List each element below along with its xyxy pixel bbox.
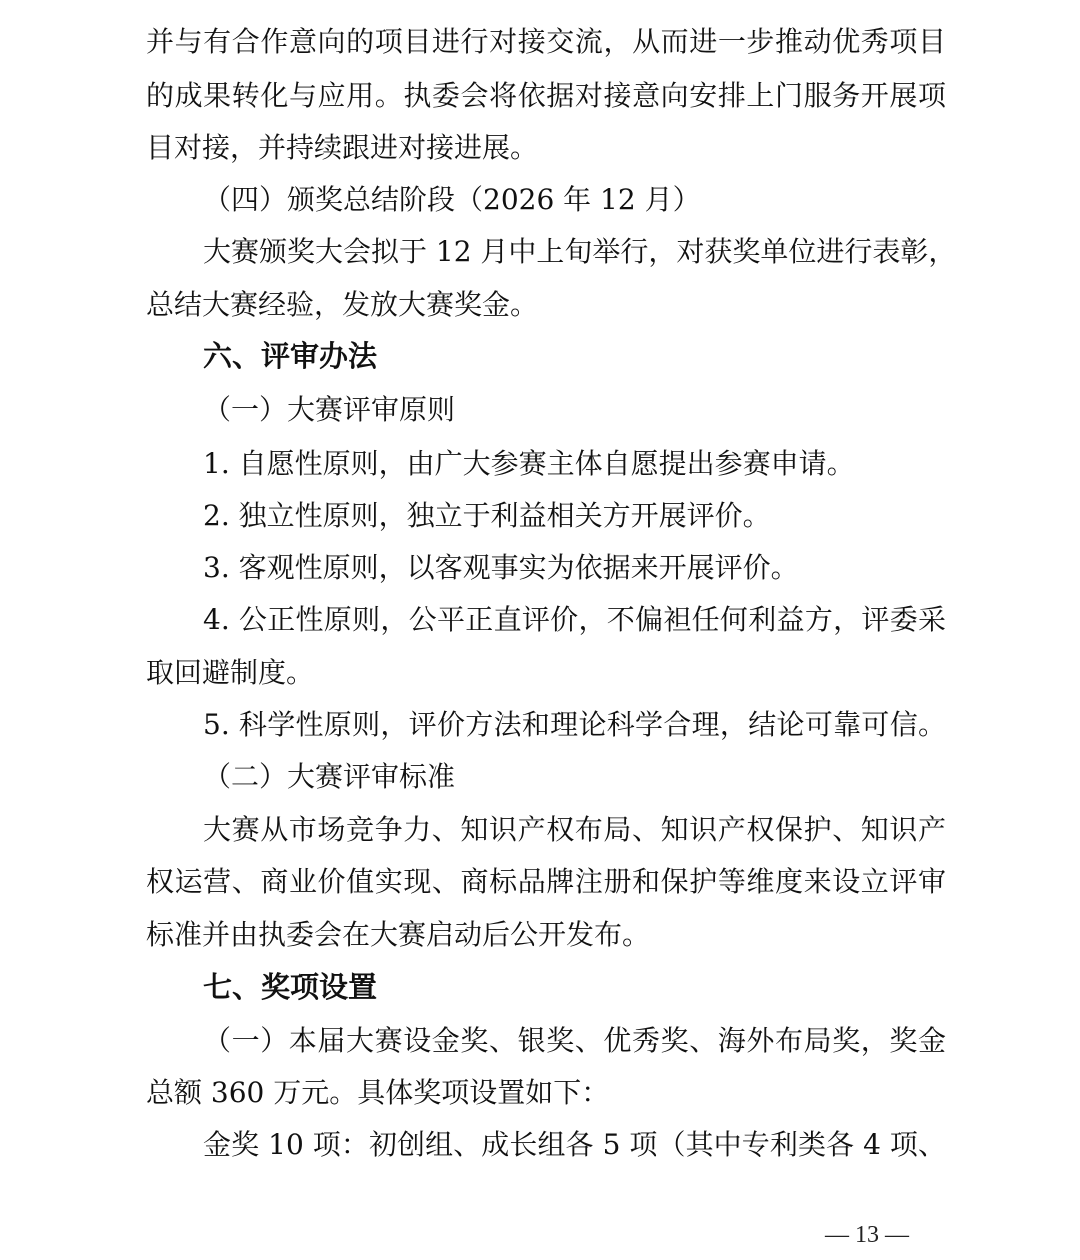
list-item: 3. 客观性原则，以客观事实为依据来开展评价。 <box>203 551 799 584</box>
section-heading: 七、奖项设置 <box>203 970 378 1004</box>
body-text-line: 标准并由执委会在大赛启动后公开发布。 <box>146 918 651 951</box>
list-item-continuation: 取回避制度。 <box>146 656 315 689</box>
subsection-heading: （二）大赛评审标准 <box>203 760 456 793</box>
subsection-heading: （四）颁奖总结阶段（2026 年 12 月） <box>203 183 701 216</box>
page-number: — 13 — <box>825 1222 909 1248</box>
body-text-line: 总结大赛经验，发放大赛奖金。 <box>146 288 539 321</box>
list-item: 2. 独立性原则，独立于利益相关方开展评价。 <box>203 499 771 532</box>
subsection-heading: （一）大赛评审原则 <box>203 393 456 426</box>
body-text-line: 的成果转化与应用。执委会将依据对接意向安排上门服务开展项 <box>146 79 946 112</box>
list-item: 5. 科学性原则，评价方法和理论科学合理，结论可靠可信。 <box>203 708 946 741</box>
body-text-line: 并与有合作意向的项目进行对接交流，从而进一步推动优秀项目 <box>146 25 946 58</box>
body-text-line: 金奖 10 项：初创组、成长组各 5 项（其中专利类各 4 项、 <box>203 1128 946 1161</box>
body-text-line: （一）本届大赛设金奖、银奖、优秀奖、海外布局奖，奖金 <box>203 1024 946 1057</box>
body-text-line: 大赛颁奖大会拟于 12 月中上旬举行，对获奖单位进行表彰， <box>203 235 957 268</box>
body-text-line: 目对接，并持续跟进对接进展。 <box>146 131 539 164</box>
list-item: 4. 公正性原则，公平正直评价，不偏袒任何利益方，评委采 <box>203 603 946 636</box>
list-item: 1. 自愿性原则，由广大参赛主体自愿提出参赛申请。 <box>203 447 855 480</box>
body-text-line: 权运营、商业价值实现、商标品牌注册和保护等维度来设立评审 <box>146 865 946 898</box>
section-heading: 六、评审办法 <box>203 339 378 373</box>
body-text-line: 大赛从市场竞争力、知识产权布局、知识产权保护、知识产 <box>203 813 946 846</box>
body-text-line: 总额 360 万元。具体奖项设置如下： <box>146 1076 610 1109</box>
